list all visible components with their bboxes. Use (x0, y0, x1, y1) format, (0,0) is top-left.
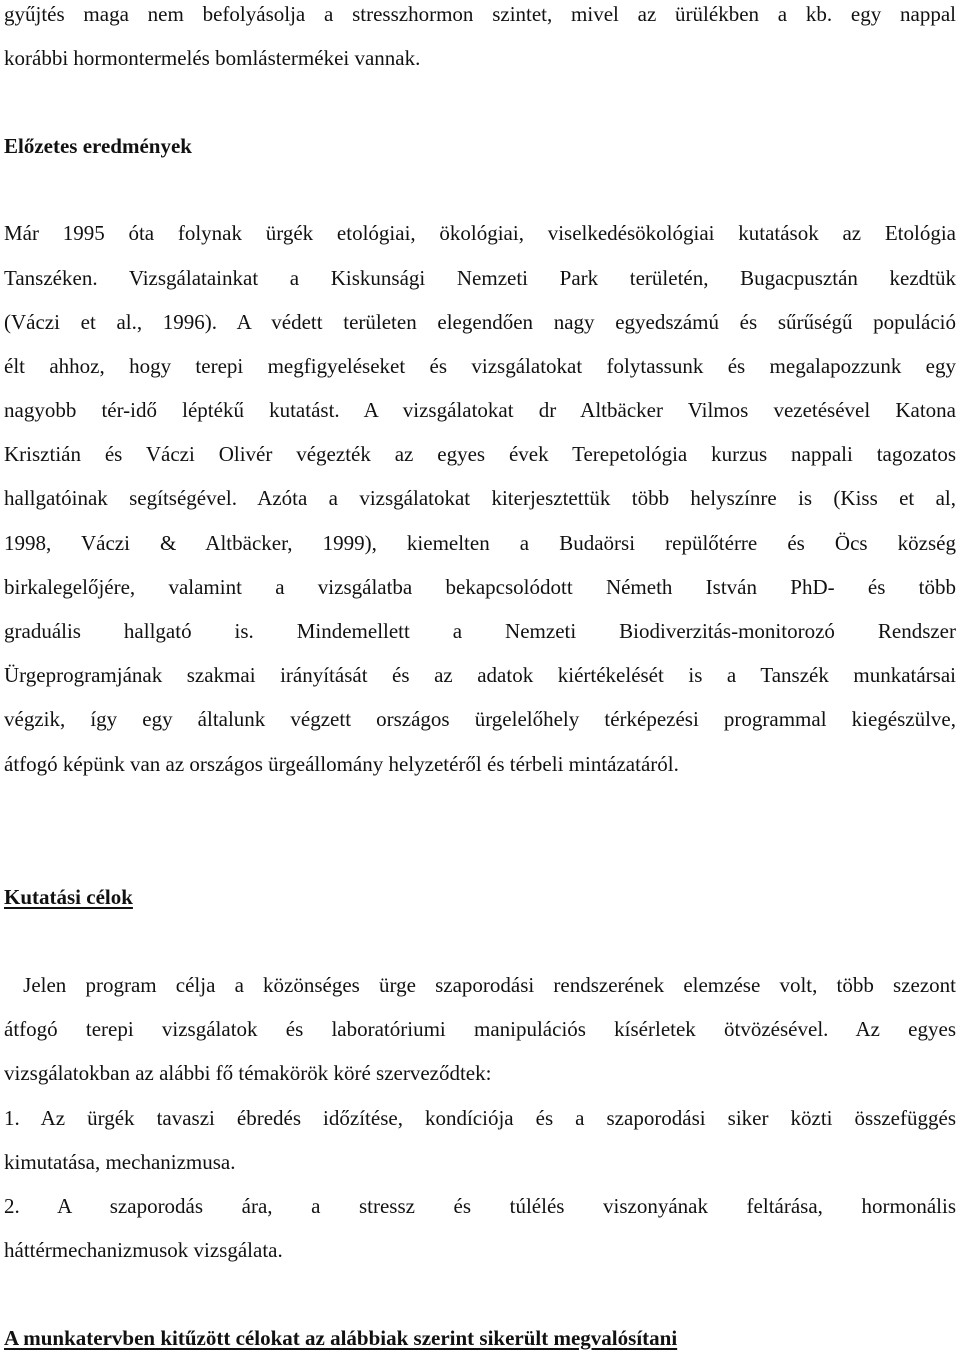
paragraph-line: (Váczi et al., 1996). A védett területen elegendően nagy egyedszámú és sűrűségű populáció (4, 310, 956, 334)
list-item-line: 2. A szaporodás ára, a stressz és túlélés viszonyának feltárása, hormonális (4, 1194, 956, 1218)
section-heading-research-goals: Kutatási célok (4, 885, 133, 909)
paragraph-line: birkalegelőjére, valamint a vizsgálatba bekapcsolódott Németh István PhD- és több (4, 575, 956, 599)
paragraph-line: Jelen program célja a közönséges ürge szaporodási rendszerének elemzése volt, több szezont (4, 973, 956, 997)
paragraph-line: végzik, így egy általunk végzett országos ürgelelőhely térképezési programmal kiegészülve, (4, 707, 956, 731)
paragraph-line: Krisztián és Váczi Olivér végezték az egyes évek Terepetológia kurzus nappali tagozatos (4, 442, 956, 466)
paragraph-line: graduális hallgató is. Mindemellett a Nemzeti Biodiverzitás-monitorozó Rendszer (4, 619, 956, 643)
list-item-line: háttérmechanizmusok vizsgálata. (4, 1238, 283, 1262)
paragraph-line: vizsgálatokban az alábbi fő témakörök köré szerveződtek: (4, 1061, 492, 1085)
paragraph-line: 1998, Váczi & Altbäcker, 1999), kiemelten a Budaörsi repülőtérre és Öcs község (4, 531, 956, 555)
intro-line: korábbi hormontermelés bomlástermékei vannak. (4, 46, 421, 70)
paragraph-line: hallgatóinak segítségével. Azóta a vizsgálatokat kiterjesztettük több helyszínre is (Kiss et al, (4, 486, 956, 510)
paragraph-line: Már 1995 óta folynak ürgék etológiai, ökológiai, viselkedésökológiai kutatások az Etológia (4, 221, 956, 245)
paragraph-line: Tanszéken. Vizsgálatainkat a Kiskunsági Nemzeti Park területén, Bugacpusztán kezdtük (4, 266, 956, 290)
paragraph-line: átfogó képünk van az országos ürgeállomány helyzetéről és térbeli mintázatáról. (4, 752, 679, 776)
paragraph-line: élt ahhoz, hogy terepi megfigyeléseket és vizsgálatokat folytassunk és megalapozzunk egy (4, 354, 956, 378)
section-heading-preliminary-results: Előzetes eredmények (4, 134, 192, 158)
section-heading-workplan-goals: A munkatervben kitűzött célokat az alábbiak szerint sikerült megvalósítani (4, 1326, 678, 1350)
paragraph-line: átfogó terepi vizsgálatok és laboratóriumi manipulációs kísérletek ötvözésével. Az egyes (4, 1017, 956, 1041)
intro-line: gyűjtés maga nem befolyásolja a stresszhormon szintet, mivel az ürülékben a kb. egy nappal (4, 2, 956, 26)
paragraph-line: nagyobb tér-idő léptékű kutatást. A vizsgálatokat dr Altbäcker Vilmos vezetésével Katona (4, 398, 956, 422)
paragraph-line: Ürgeprogramjának szakmai irányítását és az adatok kiértékelését is a Tanszék munkatársai (4, 663, 956, 687)
list-item-line: kimutatása, mechanizmusa. (4, 1150, 236, 1174)
list-item-line: 1. Az ürgék tavaszi ébredés időzítése, kondíciója és a szaporodási siker közti összefüggés (4, 1106, 956, 1130)
